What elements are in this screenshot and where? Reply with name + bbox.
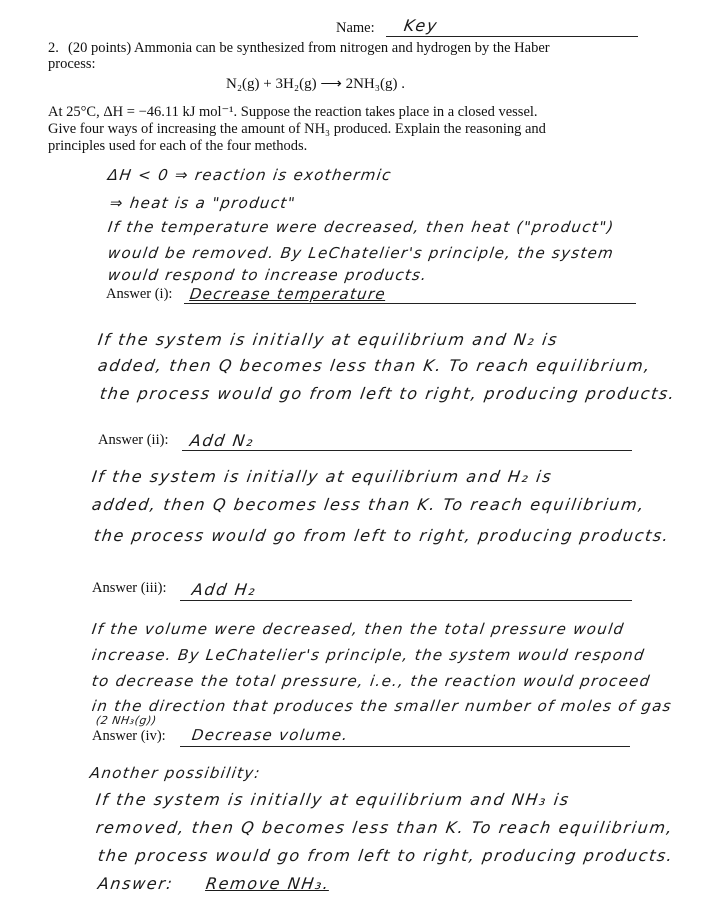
answer4-value: Decrease volume. bbox=[190, 726, 350, 744]
answer1-work-line3: If the temperature were decreased, then heat ("product") bbox=[106, 218, 616, 236]
answer3-work-line1: If the system is initially at equilibrium and H₂ is bbox=[90, 467, 554, 486]
answer1-work-line4: would be removed. By LeChatelier's principle, the system bbox=[106, 244, 616, 262]
extra-value: Remove NH₃. bbox=[204, 874, 332, 893]
answer4-work-line1: If the volume were decreased, then the total pressure would bbox=[90, 620, 626, 638]
answer3-line bbox=[180, 600, 632, 601]
answer1-line bbox=[184, 303, 636, 304]
answer1-work-line1: ΔH < 0 ⇒ reaction is exothermic bbox=[106, 166, 394, 184]
name-line bbox=[386, 36, 638, 37]
answer4-work-line4: in the direction that produces the smaller number of moles of gas bbox=[90, 697, 674, 715]
answer2-work-line3: the process would go from left to right, producing products. bbox=[98, 384, 677, 403]
answer4-work-line2: increase. By LeChatelier's principle, the system would respond bbox=[90, 646, 647, 664]
name-label: Name: bbox=[336, 20, 375, 36]
extra-work-line3: the process would go from left to right, producing products. bbox=[96, 846, 675, 865]
question-body-line1: At 25°C, ΔH = −46.11 kJ mol⁻¹. Suppose the reaction takes place in a closed vessel. bbox=[48, 104, 538, 120]
answer2-work-line2: added, then Q becomes less than K. To reach equilibrium, bbox=[96, 356, 653, 375]
answer2-work-line1: If the system is initially at equilibrium and N₂ is bbox=[96, 330, 560, 349]
answer3-work-line3: the process would go from left to right, producing products. bbox=[92, 526, 671, 545]
question-text-line1: (20 points) Ammonia can be synthesized from nitrogen and hydrogen by the Haber bbox=[68, 40, 550, 56]
extra-label: Answer: bbox=[96, 874, 175, 893]
name-value: Key bbox=[402, 16, 440, 35]
answer4-work-line3: to decrease the total pressure, i.e., the reaction would proceed bbox=[90, 672, 652, 690]
answer3-label: Answer (iii): bbox=[92, 580, 167, 596]
answer4-label: Answer (iv): bbox=[92, 728, 166, 744]
answer3-work-line2: added, then Q becomes less than K. To reach equilibrium, bbox=[90, 495, 647, 514]
extra-heading: Another possibility: bbox=[88, 764, 263, 782]
answer1-value: Decrease temperature bbox=[188, 285, 388, 303]
answer4-line bbox=[180, 746, 630, 747]
answer2-label: Answer (ii): bbox=[98, 432, 169, 448]
answer2-value: Add N₂ bbox=[188, 431, 256, 450]
answer3-value: Add H₂ bbox=[190, 580, 258, 599]
extra-work-line1: If the system is initially at equilibrium and NH₃ is bbox=[94, 790, 572, 809]
answer2-line bbox=[182, 450, 632, 451]
question-body-line2: Give four ways of increasing the amount of NH₃ produced. Explain the reasoning and bbox=[48, 121, 546, 137]
reaction-equation: N₂(g) + 3H₂(g) ⟶ 2NH₃(g) . bbox=[226, 76, 405, 92]
answer1-work-line2: ⇒ heat is a "product" bbox=[108, 194, 298, 212]
question-body-line3: principles used for each of the four methods. bbox=[48, 138, 308, 154]
answer1-label: Answer (i): bbox=[106, 286, 173, 302]
answer4-note: (2 NH₃(g)) bbox=[95, 714, 158, 727]
question-number: 2. bbox=[48, 40, 59, 56]
question-text-line2: process: bbox=[48, 56, 96, 72]
answer1-work-line5: would respond to increase products. bbox=[106, 266, 429, 284]
extra-work-line2: removed, then Q becomes less than K. To reach equilibrium, bbox=[94, 818, 675, 837]
